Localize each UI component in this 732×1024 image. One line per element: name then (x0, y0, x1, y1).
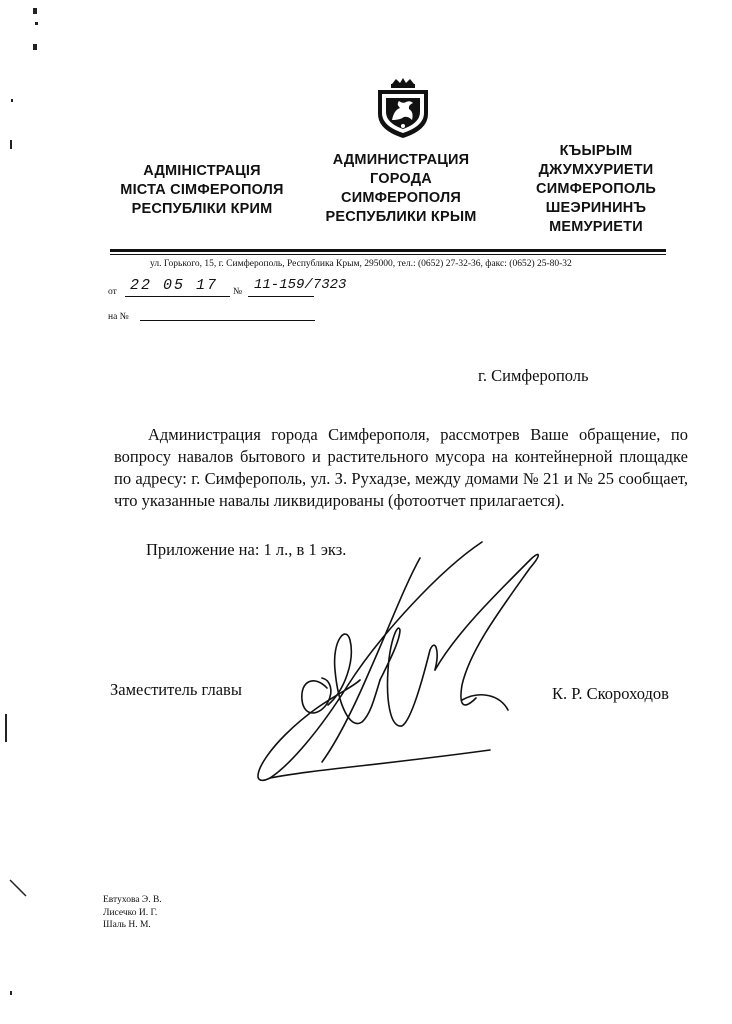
header-center-line: РЕСПУБЛИКИ КРЫМ (325, 209, 477, 225)
header-right-title (496, 142, 696, 237)
date-underline (125, 296, 230, 297)
city-line: г. Симферополь (478, 366, 589, 385)
executor-list (103, 894, 162, 932)
scan-speck (10, 991, 12, 995)
executor-name: Шаль Н. М. (103, 920, 151, 930)
executor-name: Евтухова Э. В. (103, 895, 162, 905)
header-left-line: РЕСПУБЛІКИ КРИМ (131, 201, 273, 217)
attachment-line: Приложение на: 1 л., в 1 экз. (146, 540, 347, 559)
handwritten-signature (230, 540, 590, 800)
scan-speck (10, 140, 12, 149)
signatory-position: Заместитель главы (110, 680, 242, 699)
header-right-line: ШЕЭРИНИНЪ (545, 200, 647, 216)
header-left-line: АДМІНІСТРАЦІЯ (143, 163, 261, 179)
header-right-line: СИМФЕРОПОЛЬ (536, 181, 656, 197)
header-left-line: МІСТА СІМФЕРОПОЛЯ (120, 182, 284, 198)
executor-name: Лисечко И. Г. (103, 907, 158, 918)
scan-speck (5, 714, 7, 742)
header-center-title (296, 151, 506, 227)
header-center-line: СИМФЕРОПОЛЯ (341, 190, 461, 206)
scan-speck (33, 44, 37, 50)
header-thick-rule (110, 249, 666, 252)
scan-speck (11, 99, 13, 102)
to-number-underline (140, 320, 315, 321)
date-label: от (108, 287, 117, 297)
body-paragraph: Администрация города Симферополя, рассмотрев Ваше обращение, по вопросу навалов бытового и растительного мусора на контейнерной площадке по адресу: г. Симферополь, ул. З. Рухадзе, между домами № 21 и № 25 сообщает, что указанные навалы ликвидированы (фотоотчет прилагается). (114, 425, 688, 510)
to-number-label: на № (108, 312, 129, 322)
number-underline (248, 296, 314, 297)
header-center-line: ГОРОДА (370, 171, 432, 187)
number-label: № (233, 287, 243, 297)
header-center-line: АДМИНИСТРАЦИЯ (332, 152, 470, 168)
address-line: ул. Горького, 15, г. Симферополь, Республика Крым, 295000, тел.: (0652) 27-32-36, факс: (0652) 25-80-32 (150, 259, 572, 269)
number-value: 11-159/7323 (254, 277, 347, 293)
header-right-line: КЪЫРЫМ (559, 143, 633, 159)
header-left-title (100, 162, 304, 219)
scan-speck (33, 8, 37, 14)
header-thin-rule (110, 254, 666, 255)
header-right-line: МЕМУРИЕТИ (549, 219, 643, 235)
scan-mark (8, 878, 30, 900)
header-right-line: ДЖУМХУРИЕТИ (538, 162, 654, 178)
scan-speck (35, 22, 38, 25)
crimea-coat-of-arms-icon (372, 76, 434, 140)
date-value: 22 05 17 (130, 277, 219, 294)
signatory-name: К. Р. Скороходов (552, 684, 669, 703)
